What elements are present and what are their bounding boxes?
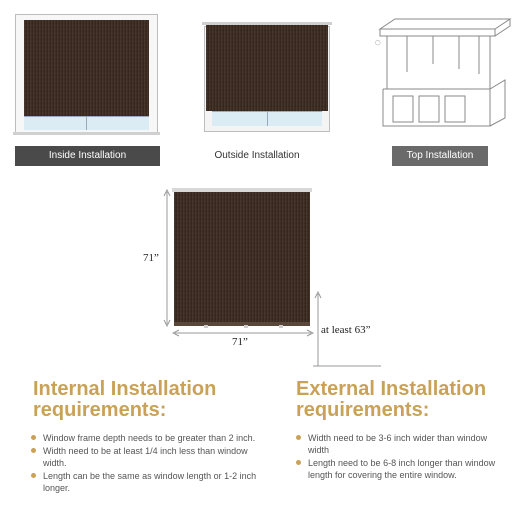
outside-installation-caption: Outside Installation: [214, 150, 300, 161]
main-roller-shade: [174, 192, 310, 324]
inside-installation-illustration: [15, 14, 158, 134]
inside-installation-caption: Inside Installation: [48, 150, 127, 161]
roller-shade: [24, 20, 149, 116]
clearance-label: at least 63”: [321, 324, 371, 336]
list-item: Length can be the same as window length or 1-2 inch longer.: [31, 470, 266, 494]
height-arrow: [162, 188, 172, 328]
inside-installation-caption-bg: [15, 146, 160, 166]
external-title-line2: requirements:: [296, 399, 430, 421]
external-title-line1: External Installation: [296, 378, 487, 400]
list-item: Length need to be 6-8 inch longer than window length for covering the entire window.: [296, 457, 506, 481]
height-label: 71”: [143, 252, 159, 264]
roller-shade: [206, 25, 328, 111]
window-glass: [24, 116, 149, 130]
internal-requirements-list: [31, 432, 266, 495]
internal-title-line1: Internal Installation: [33, 378, 217, 400]
internal-title-line2: requirements:: [33, 399, 167, 421]
outside-installation-caption-bg: [197, 146, 317, 166]
top-installation-illustration: [375, 14, 515, 139]
external-requirements-list: [296, 432, 506, 482]
top-installation-caption: Top Installation: [406, 150, 474, 161]
svg-text:◯: ◯: [375, 40, 381, 46]
top-installation-caption-bg: [392, 146, 488, 166]
outside-installation-illustration: [202, 14, 332, 134]
shade-bottom-bar: [174, 322, 310, 326]
list-item: Width need to be 3-6 inch wider than window width: [296, 432, 506, 456]
window-glass: [212, 111, 322, 126]
window-frame: [15, 14, 158, 134]
list-item: Window frame depth needs to be greater than 2 inch.: [31, 432, 266, 444]
width-label: 71”: [232, 336, 248, 348]
list-item: Width need to be at least 1/4 inch less than window width.: [31, 445, 266, 469]
